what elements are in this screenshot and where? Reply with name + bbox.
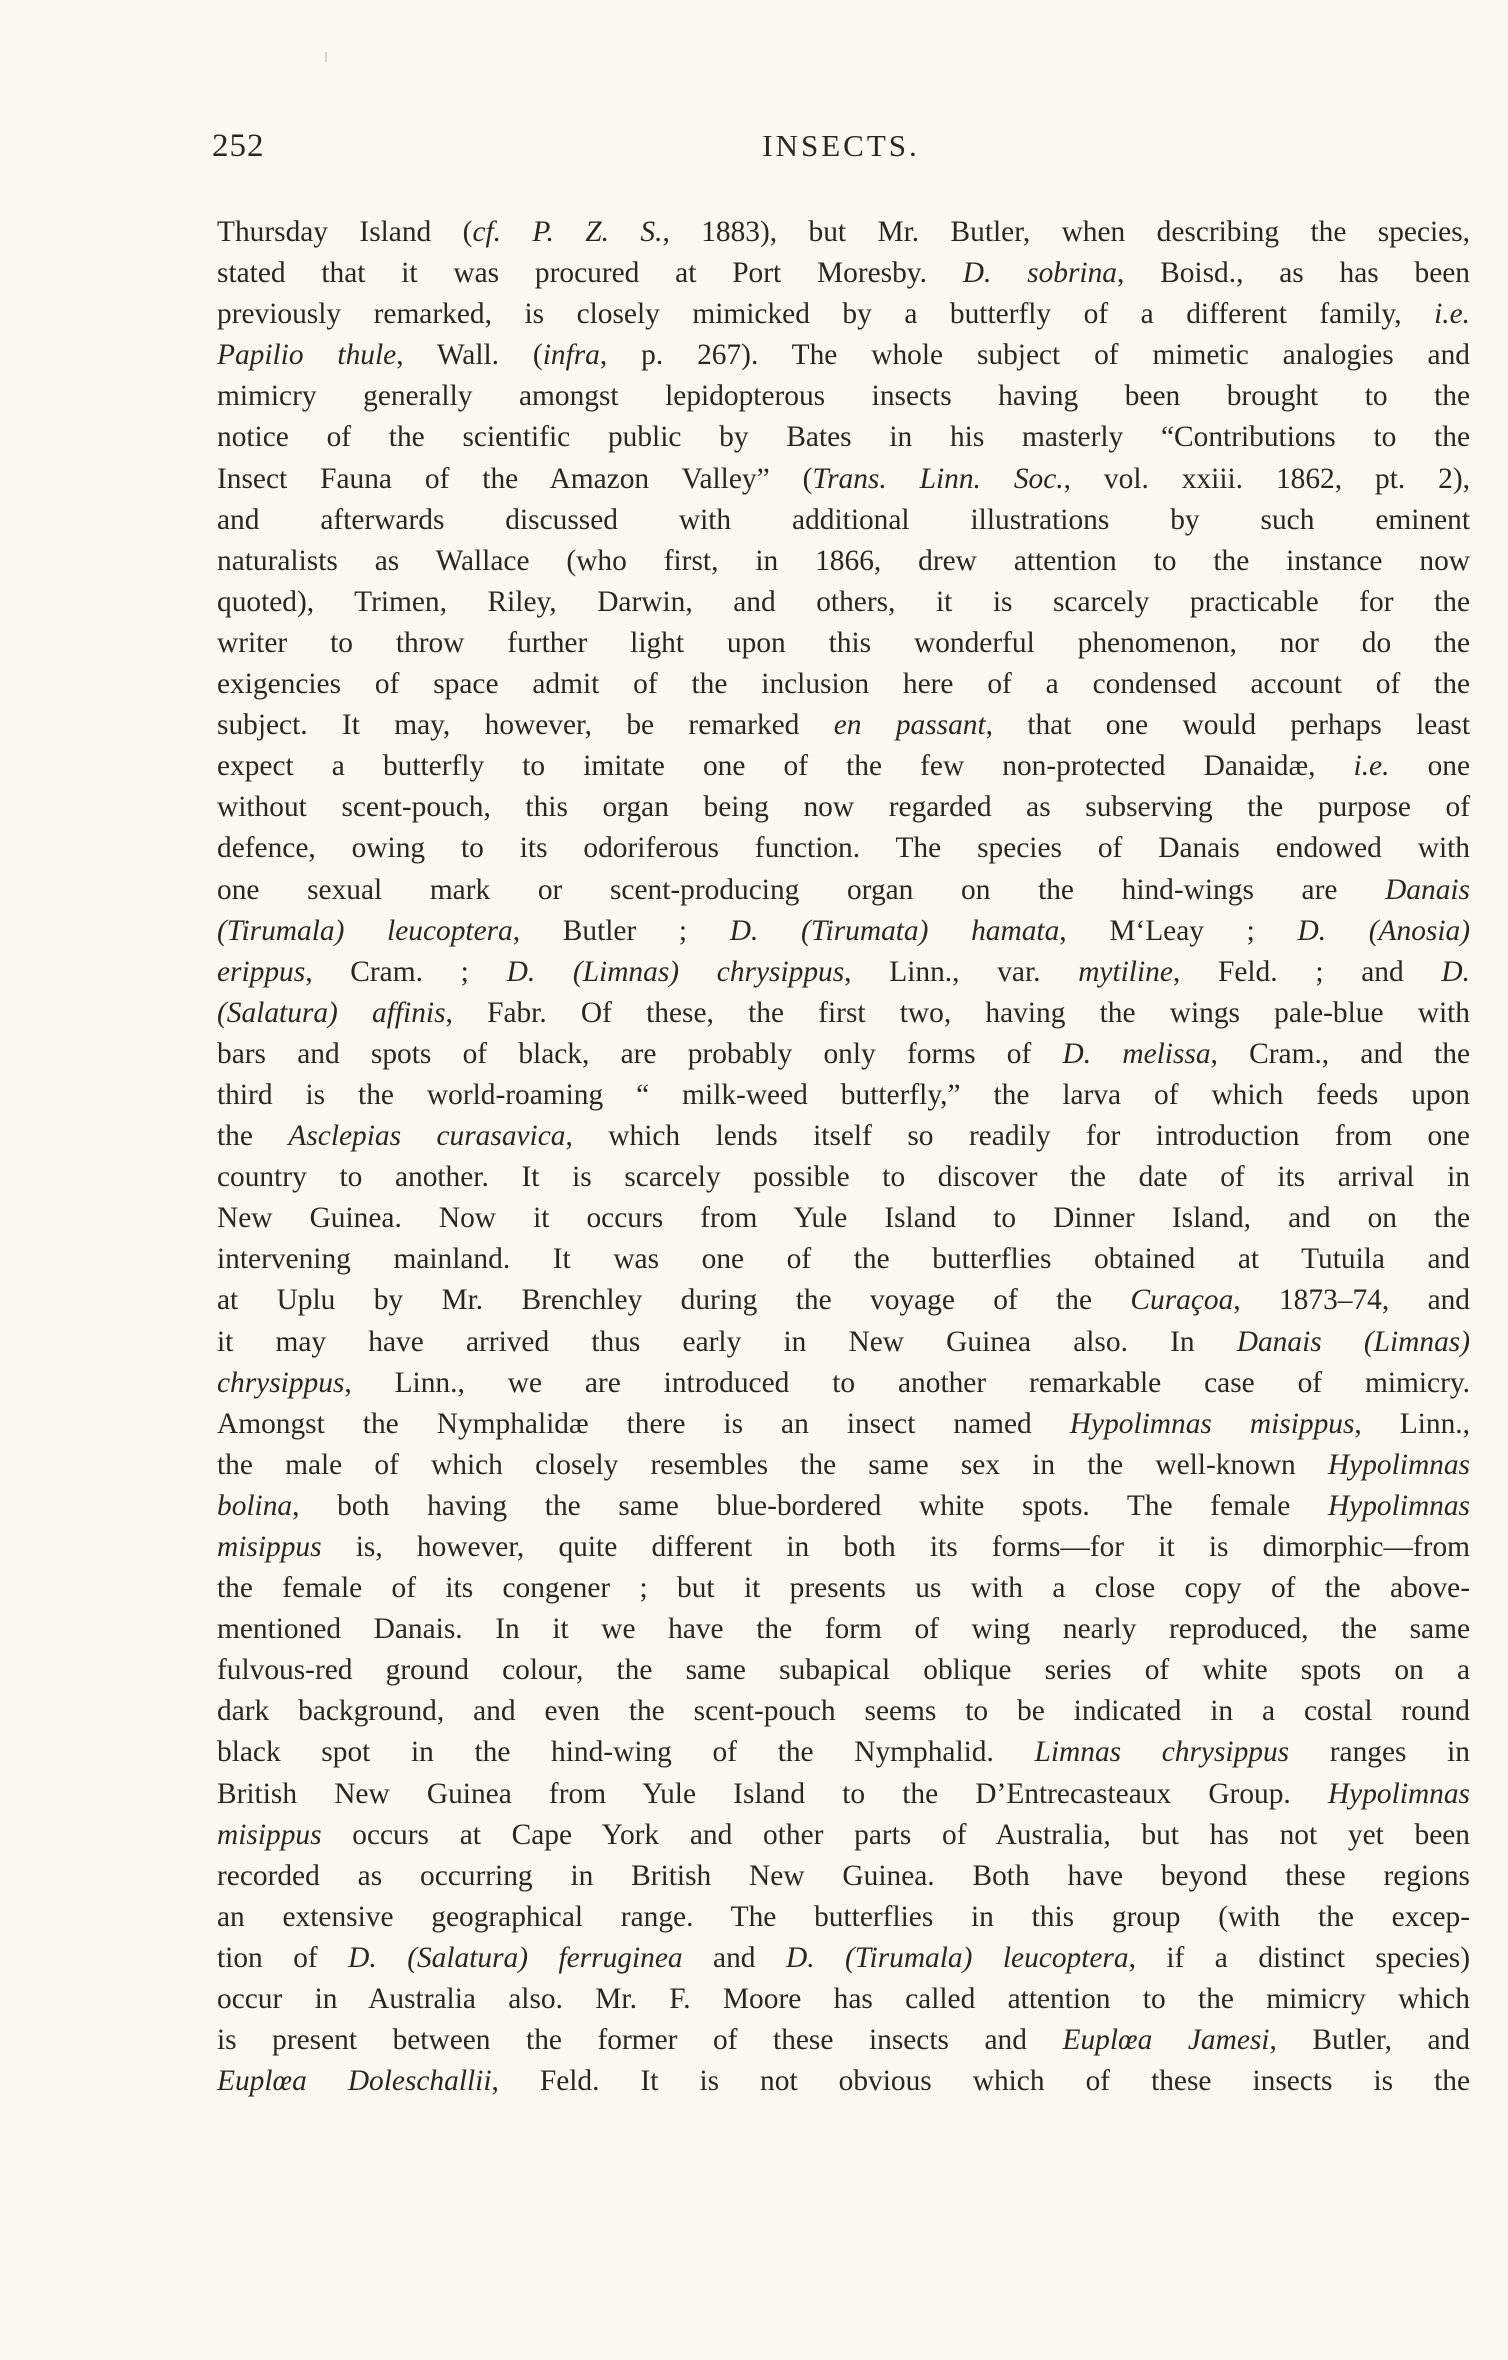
- text-run: quoted), Trimen, Riley, Darwin, and others, it is scarcely practicable for the: [217, 585, 1470, 618]
- italic-text: Trans. Linn. Soc.: [812, 462, 1064, 495]
- italic-text: Euplœa Jamesi: [1062, 2024, 1270, 2057]
- text-line: [217, 459, 1470, 500]
- italic-text: cf. P. Z. S.: [472, 216, 663, 248]
- italic-text: Hypolimnas: [1327, 1489, 1470, 1522]
- text-run: , 1883), but Mr. Butler, when describing the species,: [662, 216, 1470, 248]
- text-line: [217, 294, 1470, 335]
- text-line: [217, 1650, 1470, 1691]
- text-line: [217, 1732, 1470, 1773]
- italic-text: i.e.: [1353, 750, 1390, 783]
- text-run: ranges in: [1289, 1736, 1470, 1769]
- italic-text: mytiline: [1078, 955, 1173, 988]
- italic-text: bolina: [217, 1489, 293, 1522]
- text-run: third is the world-roaming “ milk-weed butterfly,” the larva of which feeds upon: [217, 1078, 1470, 1111]
- text-run: , Feld. It is not obvious which of these insects is the: [491, 2065, 1470, 2098]
- text-line: [217, 1198, 1470, 1239]
- text-run: and afterwards discussed with additional illustrations by such eminent: [217, 503, 1470, 536]
- text-run: , Cram., and the: [1210, 1037, 1470, 1070]
- italic-text: D. (Tirumala) leucoptera: [785, 1941, 1129, 1974]
- text-run: , that one would perhaps least: [985, 709, 1470, 742]
- italic-text: (Salatura) affinis: [217, 996, 446, 1029]
- text-run: writer to throw further light upon this wonderful phenomenon, nor do the: [217, 626, 1470, 659]
- text-run: , p. 267). The whole subject of mimetic analogies and: [599, 339, 1470, 372]
- text-run: fulvous-red ground colour, the same subapical oblique series of white spots on a: [217, 1654, 1470, 1687]
- text-run: notice of the scientific public by Bates in his masterly “Contributions to the: [217, 421, 1470, 454]
- text-run: , which lends itself so readily for introduction from one: [565, 1120, 1470, 1153]
- text-line: [217, 541, 1470, 582]
- text-run: Insect Fauna of the Amazon Valley” (: [217, 462, 813, 495]
- text-run: exigencies of space admit of the inclusion here of a condensed account of the: [217, 668, 1470, 701]
- italic-text: Danais (Limnas): [1236, 1325, 1471, 1358]
- text-run: the: [217, 1120, 289, 1153]
- text-line: [217, 1404, 1470, 1445]
- text-line: [217, 212, 1470, 253]
- text-run: , Boisd., as has been: [1116, 257, 1470, 290]
- text-run: bars and spots of black, are probably only forms of: [217, 1037, 1063, 1070]
- text-line: [217, 1938, 1470, 1979]
- text-run: , Butler ;: [512, 914, 730, 947]
- text-run: expect a butterfly to imitate one of the few non-protected Danaidæ,: [217, 750, 1354, 783]
- text-run: , if a distinct species): [1128, 1941, 1470, 1974]
- text-line: [217, 1609, 1470, 1650]
- italic-text: erippus: [217, 955, 306, 988]
- text-run: tion of: [217, 1941, 349, 1974]
- italic-text: D. (Salatura) ferruginea: [348, 1941, 683, 1974]
- text-run: country to another. It is scarcely possible to discover the date of its arrival in: [217, 1161, 1470, 1194]
- text-run: Thursday Island (: [217, 216, 473, 248]
- text-line: [217, 1363, 1470, 1404]
- text-line: [217, 828, 1470, 869]
- text-run: is present between the former of these insects and: [217, 2024, 1063, 2057]
- text-run: the female of its congener ; but it presents us with a close copy of the above-: [217, 1572, 1470, 1605]
- text-run: , Feld. ; and: [1172, 955, 1442, 988]
- italic-text: D.: [1441, 955, 1470, 988]
- text-run: New Guinea. Now it occurs from Yule Island to Dinner Island, and on the: [217, 1202, 1470, 1235]
- text-run: , Linn.,: [1354, 1407, 1470, 1440]
- text-line: [217, 1116, 1470, 1157]
- italic-text: Hypolimnas misippus: [1069, 1407, 1355, 1440]
- text-run: an extensive geographical range. The butterflies in this group (with the excep-: [217, 1900, 1470, 1933]
- text-run: , Butler, and: [1269, 2024, 1470, 2057]
- text-line: [217, 952, 1470, 993]
- text-line: [217, 1157, 1470, 1198]
- text-run: , M‘Leay ;: [1059, 914, 1298, 947]
- italic-text: Limnas chrysippus: [1034, 1736, 1290, 1769]
- text-run: British New Guinea from Yule Island to the D’Entrecasteaux Group.: [217, 1777, 1328, 1810]
- italic-text: D. (Limnas) chrysippus: [506, 955, 845, 988]
- italic-text: Asclepias curasavica: [288, 1120, 566, 1153]
- text-run: naturalists as Wallace (who first, in 1866, drew attention to the instance now: [217, 544, 1470, 577]
- running-title: INSECTS.: [762, 128, 920, 163]
- text-line: [217, 2061, 1470, 2102]
- italic-text: infra: [542, 339, 600, 372]
- italic-text: Papilio thule: [217, 339, 397, 372]
- text-line: [217, 911, 1470, 952]
- text-run: , Linn., var.: [844, 955, 1079, 988]
- text-run: occur in Australia also. Mr. F. Moore has called attention to the mimicry which: [217, 1983, 1470, 2016]
- italic-text: Hypolimnas: [1327, 1448, 1470, 1481]
- italic-text: Hypolimnas: [1327, 1777, 1470, 1810]
- text-line: [217, 1239, 1470, 1280]
- text-run: and: [682, 1941, 786, 1974]
- text-run: one: [1389, 750, 1470, 783]
- text-run: , 1873–74, and: [1233, 1284, 1470, 1317]
- text-run: , Linn., we are introduced to another remarkable case of mimicry.: [344, 1366, 1470, 1399]
- italic-text: D. melissa: [1062, 1037, 1211, 1070]
- text-run: , both having the same blue-bordered white spots. The female: [292, 1489, 1328, 1522]
- text-line: [217, 623, 1470, 664]
- italic-text: D. sobrina: [962, 257, 1117, 290]
- text-line: [217, 1034, 1470, 1075]
- text-line: [217, 664, 1470, 705]
- text-line: [217, 1897, 1470, 1938]
- text-run: the male of which closely resembles the same sex in the well-known: [217, 1448, 1328, 1481]
- text-line: [217, 993, 1470, 1034]
- text-line: [217, 582, 1470, 623]
- text-line: [217, 870, 1470, 911]
- text-line: [217, 1856, 1470, 1897]
- text-line: [217, 253, 1470, 294]
- text-line: [217, 1568, 1470, 1609]
- text-line: [217, 1527, 1470, 1568]
- text-line: [217, 705, 1470, 746]
- text-run: , vol. xxiii. 1862, pt. 2),: [1063, 462, 1470, 495]
- text-run: dark background, and even the scent-pouch seems to be indicated in a costal round: [217, 1695, 1470, 1728]
- text-line: [217, 746, 1470, 787]
- text-line: [217, 1691, 1470, 1732]
- text-line: [217, 1815, 1470, 1856]
- body-text: [217, 212, 1470, 2102]
- italic-text: D. (Tirumata) hamata: [729, 914, 1060, 947]
- text-run: is, however, quite different in both its forms—for it is dimorphic—from: [321, 1531, 1470, 1563]
- italic-text: chrysippus: [217, 1366, 345, 1399]
- text-line: [217, 1075, 1470, 1116]
- text-run: previously remarked, is closely mimicked by a butterfly of a different family,: [217, 298, 1435, 331]
- page-blemish: [325, 52, 327, 62]
- text-line: [217, 376, 1470, 417]
- italic-text: i.e.: [1434, 298, 1470, 331]
- text-line: [217, 1445, 1470, 1486]
- italic-text: Euplœa Doleschallii: [217, 2065, 492, 2098]
- text-run: , Cram. ;: [305, 955, 507, 988]
- text-run: Amongst the Nymphalidæ there is an insect named: [217, 1407, 1070, 1440]
- text-line: [217, 1322, 1470, 1363]
- text-run: mimicry generally amongst lepidopterous insects having been brought to the: [217, 380, 1470, 413]
- text-line: [217, 500, 1470, 541]
- page-header: [212, 128, 1470, 178]
- text-run: recorded as occurring in British New Guinea. Both have beyond these regions: [217, 1859, 1470, 1892]
- text-line: [217, 1979, 1470, 2020]
- text-run: at Uplu by Mr. Brenchley during the voyage of the: [217, 1284, 1131, 1317]
- text-run: black spot in the hind-wing of the Nymphalid.: [217, 1736, 1035, 1769]
- text-run: defence, owing to its odoriferous function. The species of Danais endowed with: [217, 832, 1470, 865]
- italic-text: Danais: [1385, 873, 1470, 906]
- text-line: [217, 1280, 1470, 1321]
- text-run: it may have arrived thus early in New Guinea also. In: [217, 1325, 1237, 1358]
- italic-text: misippus: [217, 1818, 322, 1851]
- page-number: 252: [212, 128, 265, 164]
- italic-text: misippus: [217, 1531, 322, 1563]
- text-line: [217, 1486, 1470, 1527]
- text-run: stated that it was procured at Port Moresby.: [217, 257, 963, 290]
- italic-text: en passant: [833, 709, 986, 742]
- text-run: occurs at Cape York and other parts of Australia, but has not yet been: [321, 1818, 1470, 1851]
- text-line: [217, 1774, 1470, 1815]
- text-line: [217, 2020, 1470, 2061]
- text-run: , Wall. (: [396, 339, 543, 372]
- italic-text: Curaçoa: [1130, 1284, 1234, 1317]
- text-run: mentioned Danais. In it we have the form of wing nearly reproduced, the same: [217, 1613, 1470, 1646]
- text-run: intervening mainland. It was one of the butterflies obtained at Tutuila and: [217, 1243, 1470, 1276]
- text-run: one sexual mark or scent-producing organ on the hind-wings are: [217, 873, 1386, 906]
- text-line: [217, 335, 1470, 376]
- text-line: [217, 787, 1470, 828]
- italic-text: (Tirumala) leucoptera: [217, 914, 513, 947]
- text-run: , Fabr. Of these, the first two, having the wings pale-blue with: [445, 996, 1470, 1029]
- text-line: [217, 417, 1470, 458]
- text-run: without scent-pouch, this organ being now regarded as subserving the purpose of: [217, 791, 1470, 824]
- italic-text: D. (Anosia): [1297, 914, 1470, 947]
- text-run: subject. It may, however, be remarked: [217, 709, 834, 742]
